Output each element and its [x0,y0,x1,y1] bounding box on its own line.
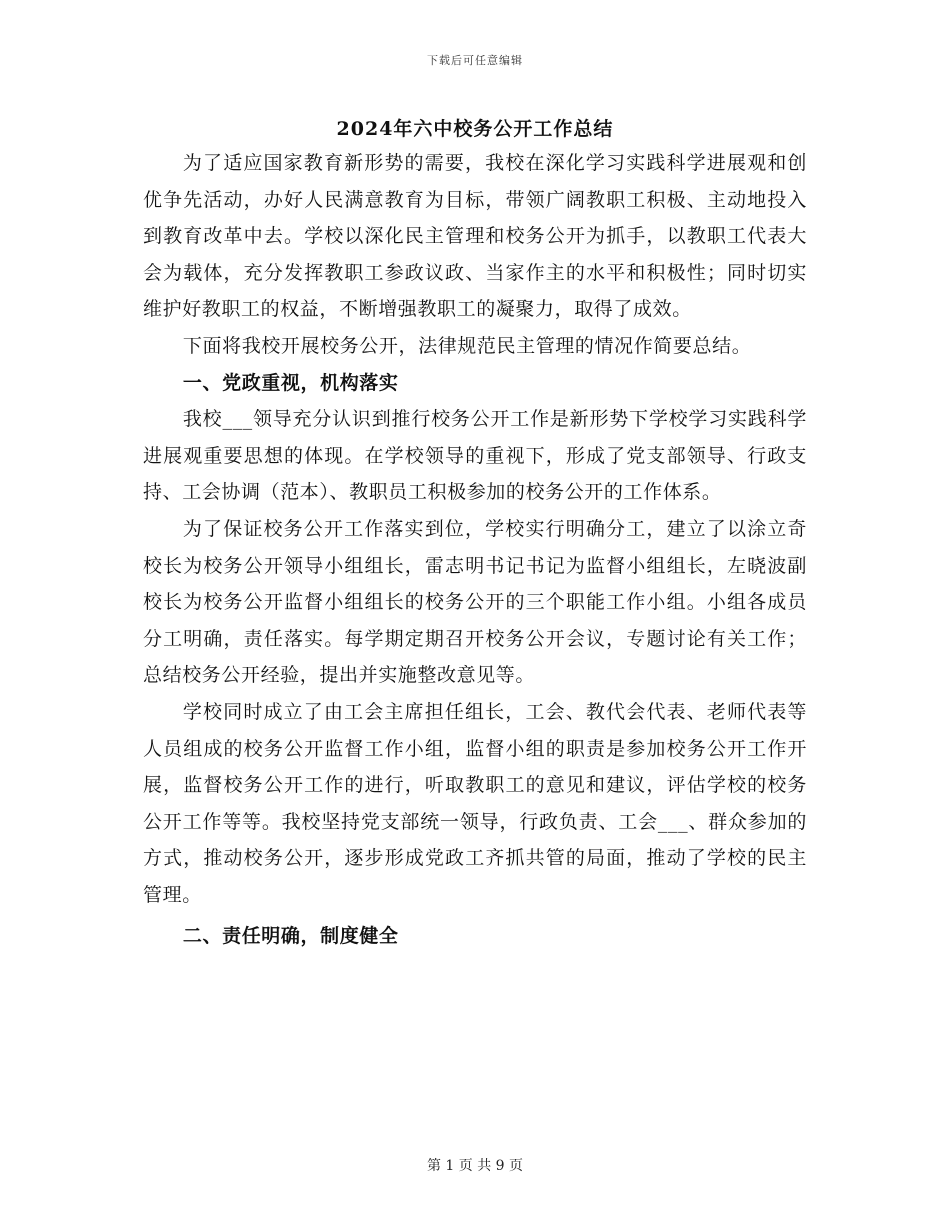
section-heading-1: 一、党政重视，机构落实 [182,371,399,394]
section-heading-2: 二、责任明确，制度健全 [182,925,399,948]
paragraph-supervision: 学校同时成立了由工会主席担任组长，工会、教代会代表、老师代表等人员组成的校务公开监督工作小组，监督小组的职责是参加校务公开工作开展，监督校务公开工作的进行，听取教职工的意见和建议，评估学校的校务公开工作等等。我校坚持党支部统一领导，行政负责、工会___、群众参加的方式，推动校务公开，逐步形成党政工齐抓共管的局面，推动了学校的民主管理。 [143,700,807,906]
paragraph-leadership: 我校___领导充分认识到推行校务公开工作是新形势下学校学习实践科学进展观重要思想的体现。在学校领导的重视下，形成了党支部领导、行政支持、工会协调（范本）、教职员工积极参加的校务公开的工作体系。 [143,408,807,504]
paragraph-summary-lead: 下面将我校开展校务公开，法律规范民主管理的情况作简要总结。 [182,334,752,357]
paragraph-division: 为了保证校务公开工作落实到位，学校实行明确分工，建立了以涂立奇校长为校务公开领导小组组长，雷志明书记书记为监督小组组长，左晓波副校长为校务公开监督小组组长的校务公开的三个职能工作小组。小组各成员分工明确，责任落实。每学期定期召开校务公开会议，专题讨论有关工作；总结校务公开经验，提出并实施整改意见等。 [143,517,807,687]
header-note: 下载后可任意编辑 [427,54,523,67]
paragraph-intro: 为了适应国家教育新形势的需要，我校在深化学习实践科学进展观和创优争先活动，办好人民满意教育为目标，带领广阔教职工积极、主动地投入到教育改革中去。学校以深化民主管理和校务公开为抓手，以教职工代表大会为载体，充分发挥教职工参政议政、当家作主的水平和积极性；同时切实维护好教职工的权益，不断增强教职工的凝聚力，取得了成效。 [143,152,807,321]
page-number: 第 1 页 共 9 页 [426,1158,524,1174]
document-title: 2024年六中校务公开工作总结 [336,118,614,140]
document-body [143,145,807,955]
